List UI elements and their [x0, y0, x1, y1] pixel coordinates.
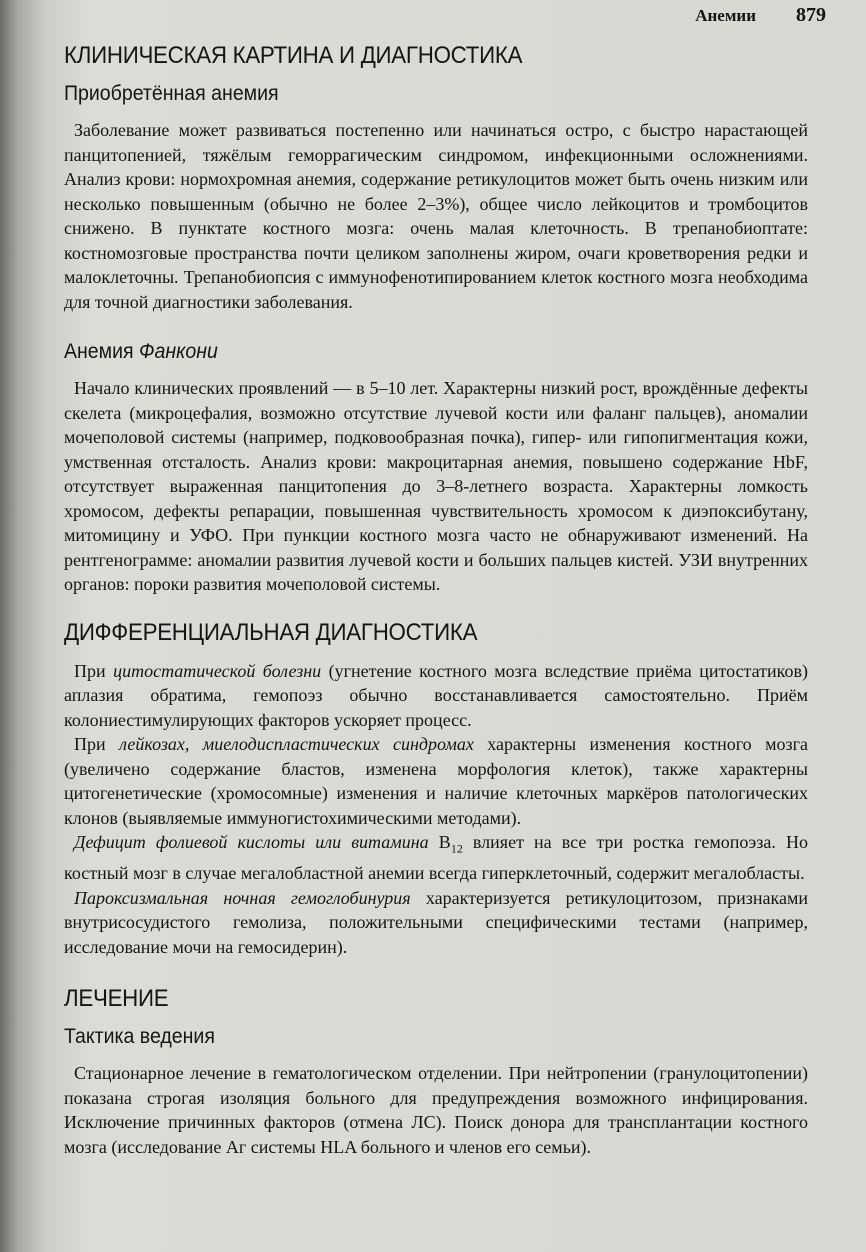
heading-fanconi-anemia [64, 340, 756, 364]
p4-term: Пароксизмальная ночная гемоглобинурия [74, 887, 411, 908]
paragraph-acquired-anemia: Заболевание может развиваться постепенно или начинаться остро, с быстро нарастающей панцитопенией, тяжёлым геморрагическим синдромом, инфекционными осложнениями. Анализ крови: нормохромная анемия, содержание ретикулоцитов может быть очень низким или несколько повышенным (обычно не более 2–3%), общее число лейкоцитов и тромбоцитов снижено. В пунктате костного мозга: очень малая клеточность. В трепанобиоптате: костномозговые пространства почти целиком заполнены жиром, очаги кроветворения редки и малоклеточны. Трепанобиопсия с иммунофенотипированием клеток костного мозга необходима для точной диагностики заболевания. [64, 120, 808, 312]
running-head [64, 4, 826, 30]
page-content [64, 42, 808, 1159]
paragraph-pnh [64, 886, 808, 960]
heading-acquired-anemia: Приобретённая анемия [64, 82, 279, 105]
p3-vitamin: B [428, 832, 451, 852]
page-number: 879 [796, 4, 826, 26]
running-head-section: Анемии [695, 6, 756, 25]
heading-fanconi-name: Фанкони [139, 340, 218, 363]
p3-subscript: 12 [450, 841, 463, 856]
p3-rest: влияет на все три ростка гемопоэза. Но костный мозг в случае мегалобластной анемии всегда гиперклеточный, содержит мегалобласты. [64, 832, 808, 884]
paragraph-tactics: Стационарное лечение в гематологическом отделении. При нейтропении (гранулоцитопении) показана строгая изоляция больного для предупреждения возможного инфицирования. Исключение причинных факторов (отмена ЛС). Поиск донора для трансплантации костного мозга (исследование Аг системы HLA больного и членов его семьи). [64, 1063, 808, 1157]
heading-differential: ДИФФЕРЕНЦИАЛЬНАЯ ДИАГНОСТИКА [64, 618, 478, 646]
paragraph-folate [64, 830, 808, 886]
p1-lead: При [74, 660, 114, 681]
p3-term: Дефицит фолиевой кислоты или витамина [74, 832, 429, 852]
p1-term: цитостатической болезни [113, 660, 322, 681]
p4-rest: характеризуется ретикулоцитозом, признаками внутрисосудистого гемолиза, положительными специфическими тестами (например, исследование мочи на гемосидерин). [64, 887, 808, 957]
heading-tactics: Тактика ведения [64, 1025, 215, 1049]
paragraph-cytostatic [64, 659, 808, 733]
heading-clinical: КЛИНИЧЕСКАЯ КАРТИНА И ДИАГНОСТИКА [64, 42, 523, 69]
p2-rest: характерны изменения костного мозга (увеличено содержание бластов, изменена морфология клеток), также характерны цитогенетические (хромосомные) изменения и наличие клеточных маркёров патологических клонов (выявляемые иммуногистохимическими методами). [64, 734, 808, 828]
paragraph-leukemia [64, 732, 808, 830]
heading-fanconi-prefix: Анемия [64, 340, 140, 363]
p2-lead: При [74, 734, 120, 754]
paragraph-fanconi-anemia: Начало клинических проявлений — в 5–10 лет. Характерны низкий рост, врождённые дефекты скелета (микроцефалия, возможно отсутствие лучевой кости или фаланг пальцев), аномалии мочеполовой системы (например, подковообразная почка), гипер- или гипопигментация кожи, умственная отсталость. Анализ крови: макроцитарная анемия, повышено содержание HbF, отсутствует выраженная панцитопения до 3–8-летнего возраста. Характерны ломкость хромосом, дефекты репарации, повышенная чувствительность хромосом к диэпоксибутану, митомицину и УФО. При пункции костного мозга часто не обнаруживают изменений. На рентгенограмме: аномалии развития лучевой кости и больших пальцев кистей. УЗИ внутренних органов: пороки развития мочеполовой системы. [64, 378, 808, 594]
p1-rest: (угнетение костного мозга вследствие приёма цитостатиков) аплазия обратима, гемопоэз обычно восстанавливается самостоятельно. Приём колониестимулирующих факторов ускоряет процесс. [64, 660, 808, 730]
heading-treatment: ЛЕЧЕНИЕ [64, 985, 169, 1013]
p2-term: лейкозах, миелодиспластических синдромах [119, 734, 474, 754]
